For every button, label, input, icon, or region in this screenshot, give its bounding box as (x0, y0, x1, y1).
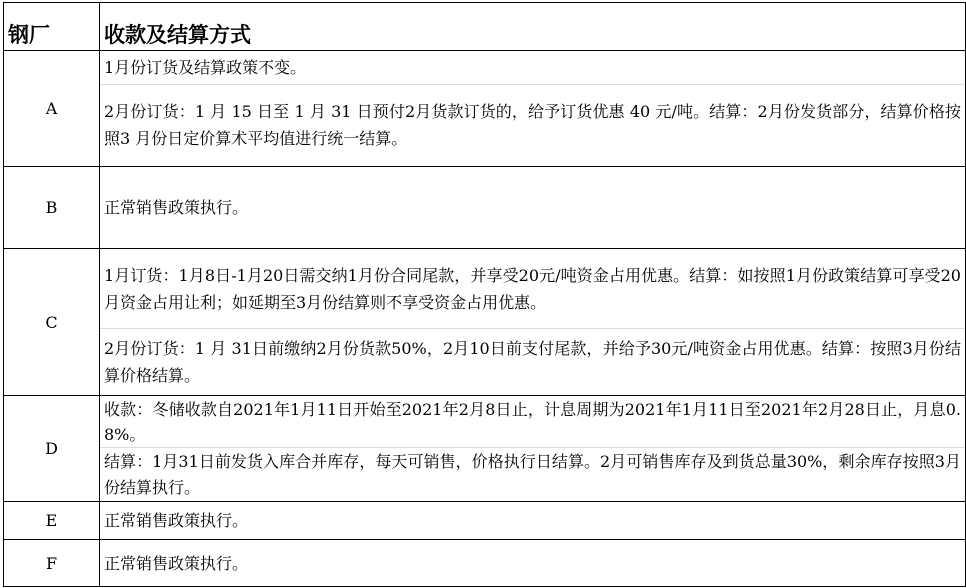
policy-line: 收款：冬储收款自2021年1月11日开始至2021年2月8日止，计息周期为2021年1月11日至2021年2月28日止，月息0.8%。 (104, 399, 961, 444)
policy-line: 正常销售政策执行。 (104, 198, 249, 217)
policy-cell-d (100, 396, 966, 502)
policy-line: 正常销售政策执行。 (104, 511, 249, 530)
mill-cell-e: E (4, 502, 100, 540)
table-row (4, 167, 966, 249)
table-row (4, 502, 966, 540)
mill-cell-d: D (4, 396, 100, 502)
policy-cell-a (100, 51, 966, 167)
policy-cell-c (100, 249, 966, 396)
table-row (4, 51, 966, 167)
policy-line: 1月份订货及结算政策不变。 (104, 57, 307, 77)
table-row (4, 540, 966, 587)
policy-cell-e (100, 502, 966, 540)
steel-mill-policy-table (3, 2, 966, 587)
mill-cell-a: A (4, 51, 100, 167)
column-header-policy: 收款及结算方式 (100, 3, 966, 51)
policy-line: 2月份订货：1 月 15 日至 1 月 31 日预付2月货款订货的，给予订货优惠 40 元/吨。结算：2月份发货部分，结算价格按照3 月份日定价算术平均值进行统一结算。 (100, 84, 965, 166)
mill-cell-f: F (4, 540, 100, 587)
policy-line: 正常销售政策执行。 (104, 553, 249, 573)
table-row (4, 249, 966, 396)
policy-cell-f (100, 540, 966, 587)
mill-cell-c: C (4, 249, 100, 396)
mill-cell-b: B (4, 167, 100, 249)
policy-line: 1月订货：1月8日-1月20日需交纳1月份合同尾款，并享受20元/吨资金占用优惠。结算：如按照1月份政策结算可享受20月资金占用让利；如延期至3月份结算则不享受资金占用优惠。 (104, 265, 961, 312)
policy-line: 结算：1月31日前发货入库合并库存，每天可销售，价格执行日结算。2月可销售库存及到货总量30%，剩余库存按照3月份结算执行。 (100, 447, 965, 501)
policy-cell-b (100, 167, 966, 249)
policy-line: 2月份订货：1 月 31日前缴纳2月份货款50%，2月10日前支付尾款，并给予30元/吨资金占用优惠。结算：按照3月份结算价格结算。 (100, 328, 965, 395)
header-row (4, 3, 966, 51)
column-header-mill: 钢厂 (4, 3, 100, 51)
table-row (4, 396, 966, 502)
